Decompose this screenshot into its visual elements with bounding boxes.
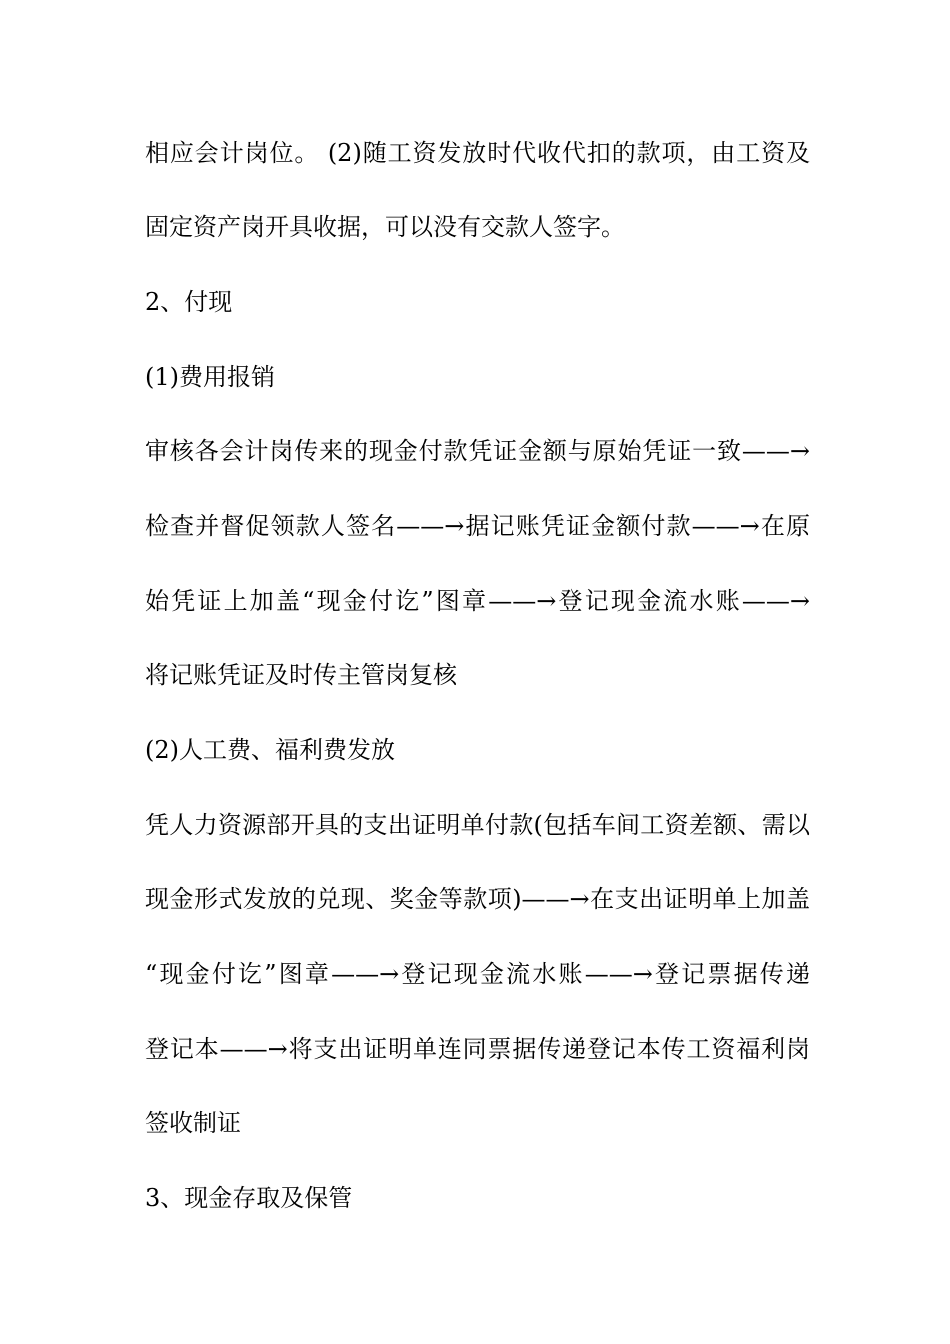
text-line-10: 凭人力资源部开具的支出证明单付款(包括车间工资差额、需以 [145, 811, 810, 839]
text-line-14: 签收制证 [145, 1109, 241, 1137]
subheading-labor-welfare: (2)人工费、福利费发放 [145, 736, 395, 764]
text-line-12: “现金付讫”图章——→登记现金流水账——→登记票据传递 [145, 960, 810, 988]
subheading-expense-reimbursement: (1)费用报销 [145, 363, 275, 391]
text-line-13: 登记本——→将支出证明单连同票据传递登记本传工资福利岗 [145, 1035, 810, 1063]
text-line-11: 现金形式发放的兑现、奖金等款项)——→在支出证明单上加盖 [145, 885, 810, 913]
text-line-8: 将记账凭证及时传主管岗复核 [145, 661, 457, 689]
section-heading-payment: 2、付现 [145, 288, 233, 316]
text-line-2: 固定资产岗开具收据，可以没有交款人签字。 [145, 213, 625, 241]
text-line-1: 相应会计岗位。 (2)随工资发放时代收代扣的款项，由工资及 [145, 139, 810, 167]
text-line-6: 检查并督促领款人签名——→据记账凭证金额付款——→在原 [145, 512, 810, 540]
section-heading-cash-storage: 3、现金存取及保管 [145, 1184, 353, 1212]
text-line-5: 审核各会计岗传来的现金付款凭证金额与原始凭证一致——→ [145, 437, 810, 465]
text-line-7: 始凭证上加盖“现金付讫”图章——→登记现金流水账——→ [145, 587, 810, 615]
